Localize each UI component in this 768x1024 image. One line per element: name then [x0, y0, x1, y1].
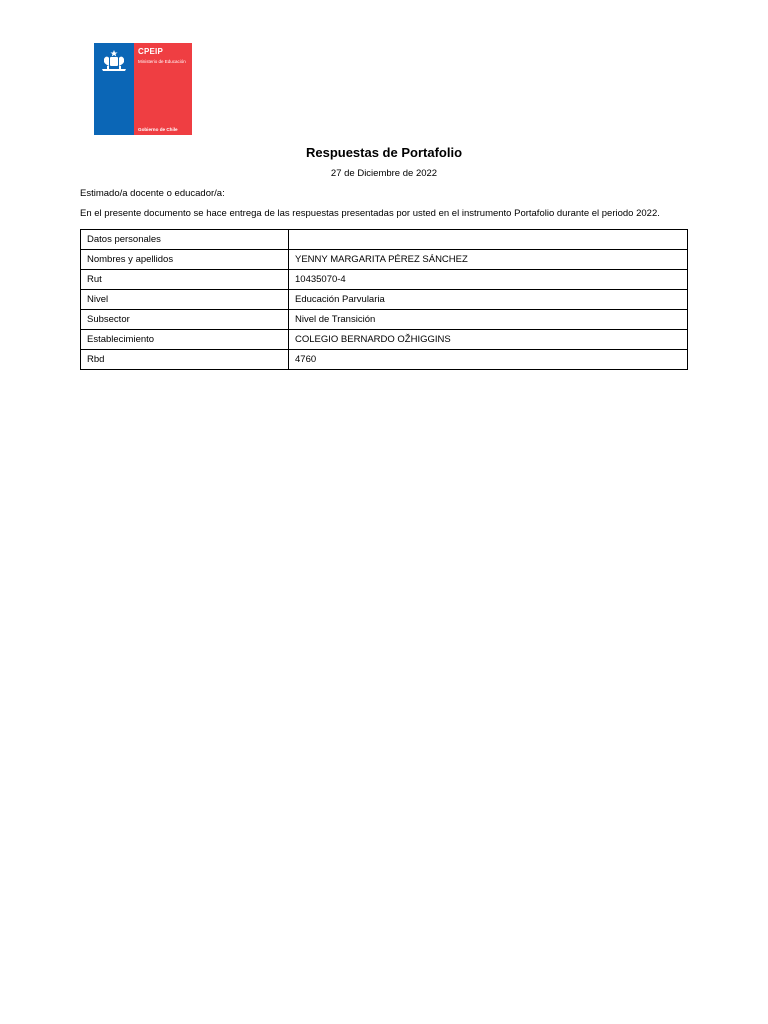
row-label: Rut — [81, 270, 289, 290]
row-label: Nombres y apellidos — [81, 250, 289, 270]
logo-title: CPEIP — [138, 47, 164, 56]
table-row — [81, 290, 688, 310]
row-value: COLEGIO BERNARDO OŽHIGGINS — [289, 330, 688, 350]
table-row — [81, 250, 688, 270]
row-label: Rbd — [81, 350, 289, 370]
logo-blue-panel — [94, 43, 134, 135]
greeting-text: Estimado/a docente o educador/a: — [80, 188, 225, 199]
logo-government: Gobierno de Chile — [138, 127, 178, 132]
table-row — [81, 230, 688, 250]
row-label: Nivel — [81, 290, 289, 310]
row-label: Subsector — [81, 310, 289, 330]
row-value: Educación Parvularia — [289, 290, 688, 310]
coat-of-arms-icon — [98, 47, 130, 75]
logo-red-panel — [134, 43, 192, 135]
document-title: Respuestas de Portafolio — [305, 145, 463, 160]
intro-text: En el presente documento se hace entrega de las respuestas presentadas por usted en el instrumento Portafolio durante el periodo 2022. — [80, 208, 660, 219]
row-value: Nivel de Transición — [289, 310, 688, 330]
table-row — [81, 350, 688, 370]
row-value: 4760 — [289, 350, 688, 370]
logo-subtitle: Ministerio de Educación — [138, 59, 186, 64]
personal-data-table — [80, 229, 688, 370]
table-row — [81, 270, 688, 290]
row-label: Datos personales — [81, 230, 289, 250]
row-value: YENNY MARGARITA PÉREZ SÁNCHEZ — [289, 250, 688, 270]
row-label: Establecimiento — [81, 330, 289, 350]
document-date: 27 de Diciembre de 2022 — [330, 168, 438, 179]
table-row — [81, 310, 688, 330]
table-row — [81, 330, 688, 350]
cpeip-logo — [94, 43, 192, 135]
row-value: 10435070-4 — [289, 270, 688, 290]
row-value — [289, 230, 688, 250]
